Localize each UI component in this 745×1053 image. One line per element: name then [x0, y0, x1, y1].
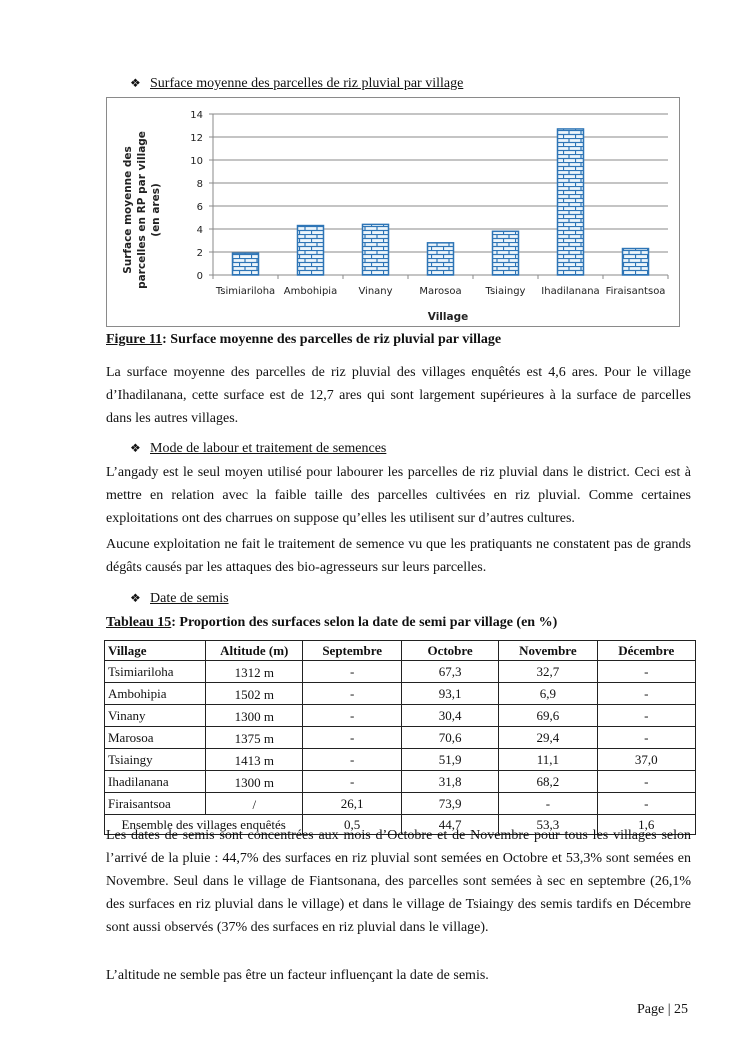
paragraph-seed-treatment: Aucune exploitation ne fait le traitement de semence vu que les pratiquants ne constatent pas de grands dégâts causés par les attaques des bio-agresseurs sur leurs parcelles. [106, 537, 691, 575]
cell-total-decembre: 1,6 [597, 815, 695, 835]
svg-text:4: 4 [196, 225, 203, 236]
figure-caption-text: : Surface moyenne des parcelles de riz pluvial par village [162, 332, 502, 347]
table-row [105, 749, 696, 771]
svg-text:Marosoa: Marosoa [419, 286, 462, 297]
diamond-bullet-icon: ❖ [130, 441, 141, 455]
cell-novembre: 32,7 [499, 661, 598, 683]
cell-total-septembre: 0,5 [303, 815, 402, 835]
cell-village: Ihadilanana [105, 771, 206, 793]
cell-septembre: - [303, 771, 402, 793]
cell-village: Marosoa [105, 727, 206, 749]
section-heading-date-semis [130, 589, 229, 608]
svg-text:10: 10 [190, 156, 203, 167]
page-number: Page | 25 [637, 1002, 689, 1017]
cell-octobre: 30,4 [402, 705, 499, 727]
cell-altitude: / [206, 793, 303, 815]
bar-chart [106, 97, 680, 327]
svg-text:(en ares): (en ares) [150, 183, 162, 237]
chart-bar [298, 226, 324, 275]
column-header-altitude: Altitude (m) [206, 641, 303, 661]
cell-village: Tsimiariloha [105, 661, 206, 683]
chart-bar [363, 224, 389, 275]
cell-novembre: 29,4 [499, 727, 598, 749]
column-header-septembre: Septembre [303, 641, 402, 661]
paragraph-labour: L’angady est le seul moyen utilisé pour labourer les parcelles de riz pluvial dans le district. Ceci est à mettre en relation avec la faible taille des parcelles cultivées en riz pluvial. Comme certaines exploitations ont des charrues on suppose qu’elles les utilisent sur d’autres cultures. [106, 465, 691, 526]
cell-decembre: - [597, 705, 695, 727]
cell-octobre: 93,1 [402, 683, 499, 705]
svg-text:Vinany: Vinany [358, 286, 393, 297]
table-caption-label: Tableau 15 [106, 615, 172, 630]
cell-decembre: 37,0 [597, 749, 695, 771]
svg-text:Tsimiariloha: Tsimiariloha [215, 286, 276, 297]
chart-bars [233, 129, 649, 275]
cell-novembre: - [499, 793, 598, 815]
cell-novembre: 68,2 [499, 771, 598, 793]
cell-decembre: - [597, 793, 695, 815]
figure-caption [106, 331, 501, 349]
svg-text:0: 0 [196, 271, 203, 282]
svg-text:Firaisantsoa: Firaisantsoa [605, 286, 666, 297]
svg-text:Tsiaingy: Tsiaingy [485, 286, 526, 297]
cell-septembre: - [303, 749, 402, 771]
column-header-novembre: Novembre [499, 641, 598, 661]
table-row [105, 771, 696, 793]
svg-text:parcelles en RP par village: parcelles en RP par village [136, 131, 148, 289]
chart-bar [623, 249, 649, 275]
cell-decembre: - [597, 727, 695, 749]
sowing-date-table [104, 640, 696, 835]
cell-septembre: 26,1 [303, 793, 402, 815]
x-axis-title: Village [427, 311, 469, 323]
section-heading-text: Surface moyenne des parcelles de riz pluvial par village [150, 76, 464, 91]
chart-bar [493, 231, 519, 275]
cell-altitude: 1502 m [206, 683, 303, 705]
table-caption [106, 614, 557, 632]
cell-septembre: - [303, 661, 402, 683]
paragraph-surface-summary: La surface moyenne des parcelles de riz pluvial des villages enquêtés est 4,6 ares. Pour le village d’Ihadilanana, cette surface est de 12,7 ares qui sont largement supérieures à la surface de parcelles dans les autres villages. [106, 365, 691, 426]
cell-octobre: 51,9 [402, 749, 499, 771]
cell-octobre: 31,8 [402, 771, 499, 793]
svg-text:Ihadilanana: Ihadilanana [541, 286, 600, 297]
cell-total-novembre: 53,3 [499, 815, 598, 835]
svg-text:2: 2 [196, 248, 203, 259]
cell-decembre: - [597, 771, 695, 793]
cell-village: Vinany [105, 705, 206, 727]
svg-text:8: 8 [196, 179, 203, 190]
y-axis-title [122, 131, 162, 289]
section-heading-surface [130, 74, 463, 93]
cell-octobre: 70,6 [402, 727, 499, 749]
table-row [105, 661, 696, 683]
bar-chart-plot [107, 98, 681, 328]
section-heading-text: Date de semis [150, 591, 229, 606]
cell-septembre: - [303, 705, 402, 727]
section-heading-text: Mode de labour et traitement de semences [150, 441, 387, 456]
table-caption-text: : Proportion des surfaces selon la date de semi par village (en %) [171, 615, 558, 630]
cell-decembre: - [597, 683, 695, 705]
diamond-bullet-icon: ❖ [130, 76, 141, 90]
cell-novembre: 11,1 [499, 749, 598, 771]
cell-altitude: 1300 m [206, 771, 303, 793]
diamond-bullet-icon: ❖ [130, 591, 141, 605]
cell-altitude: 1413 m [206, 749, 303, 771]
chart-bar [233, 253, 259, 275]
chart-bar [428, 243, 454, 275]
cell-septembre: - [303, 683, 402, 705]
svg-text:12: 12 [190, 133, 203, 144]
column-header-decembre: Décembre [597, 641, 695, 661]
table-body [105, 661, 696, 835]
table-row [105, 705, 696, 727]
table-row [105, 793, 696, 815]
table-row [105, 683, 696, 705]
paragraph-sowing-dates: Les dates de semis sont concentrées aux mois d’Octobre et de Novembre pour tous les villages selon l’arrivé de la pluie : 44,7% des surfaces en riz pluvial sont semées en Octobre et 53,3% sont semées en Novembre. Seul dans le village de Fiantsonana, des parcelles sont semées à sec en septembre (26,1% des surfaces en riz pluvial dans le village) et dans le village de Tsiaingy des semis tardifs en Décembre sont aussi observés (37% des surfaces en riz pluvial dans le village). [106, 828, 691, 935]
cell-village: Firaisantsoa [105, 793, 206, 815]
cell-total-label: Ensemble des villages enquêtés [105, 815, 303, 835]
cell-village: Tsiaingy [105, 749, 206, 771]
cell-octobre: 67,3 [402, 661, 499, 683]
table-row [105, 727, 696, 749]
cell-septembre: - [303, 727, 402, 749]
cell-altitude: 1312 m [206, 661, 303, 683]
column-header-octobre: Octobre [402, 641, 499, 661]
cell-novembre: 6,9 [499, 683, 598, 705]
table-header-row [105, 641, 696, 661]
cell-total-octobre: 44,7 [402, 815, 499, 835]
figure-caption-label: Figure 11 [106, 332, 163, 347]
svg-text:Ambohipia: Ambohipia [283, 286, 338, 297]
chart-bar [558, 129, 584, 275]
cell-decembre: - [597, 661, 695, 683]
svg-text:Surface moyenne des: Surface moyenne des [122, 146, 134, 274]
cell-novembre: 69,6 [499, 705, 598, 727]
svg-text:6: 6 [196, 202, 203, 213]
chart-x-tick-labels [215, 286, 666, 297]
cell-altitude: 1300 m [206, 705, 303, 727]
paragraph-altitude: L’altitude ne semble pas être un facteur influençant la date de semis. [106, 968, 489, 983]
svg-text:14: 14 [190, 110, 203, 121]
cell-altitude: 1375 m [206, 727, 303, 749]
column-header-village: Village [105, 641, 206, 661]
cell-village: Ambohipia [105, 683, 206, 705]
section-heading-labour [130, 439, 386, 458]
cell-octobre: 73,9 [402, 793, 499, 815]
